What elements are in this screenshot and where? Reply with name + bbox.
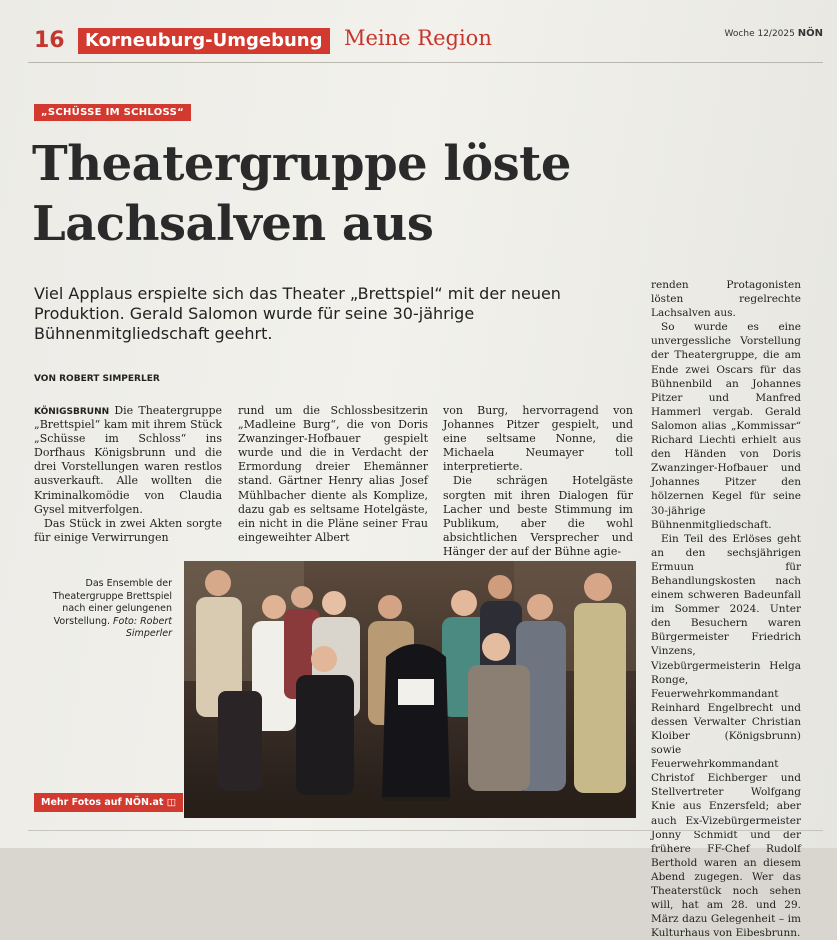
paragraph: So wurde es eine unvergessliche Vorstellung der Theatergruppe, die am Ende zwei Oscars für das Bühnenbild an Johannes Pitzer und Manfred Hammerl vergab. Gerald Salomon alias „Kommissar“ Richard Liechti erhielt aus den Händen von Doris Zwanzinger-Hofbauer und Johannes Pitzer den hölzernen Kegel für seine 30-jährige Bühnenmitgliedschaft. — [651, 321, 801, 531]
header-divider — [28, 62, 823, 63]
section-label: Korneuburg-Umgebung — [78, 28, 330, 54]
paragraph: Ein Teil des Erlöses geht an den sechsjährigen Ermuun für Behandlungskosten nach einem schweren Badeunfall im Sommer 2024. Unter den Besuchern waren Bürgermeister Friedrich Vinzens, Vizebürgermeisterin Helga Ronge, Feuerwehrkommandant Reinhard Engelbrecht und dessen Verwalter Christian Kloiber (Königsbrunn) sowie Feuerwehrkommandant Christof Eichberger und Stellvertreter Wolfgang Knie aus Enzersfeld; aber auch Ex-Vizebürgermeister Jonny Schmidt und der frühere FF-Chef Rudolf Berthold waren an diesem Abend zugegen. Wer das Theaterstück noch sehen will, hat am 28. und 29. März dazu Gelegenheit – im Kulturhaus von Eibesbrunn. — [651, 532, 801, 940]
more-photos-link[interactable] — [34, 793, 183, 812]
caption-text: Das Ensemble der Theatergruppe Brettspiel nach einer gelungenen Vorstellung. — [52, 578, 172, 627]
article-kicker: „SCHÜSSE IM SCHLOSS“ — [34, 104, 191, 121]
article-headline — [32, 134, 642, 254]
ensemble-photo-illustration — [184, 561, 636, 818]
paragraph: von Burg, hervorragend von Johannes Pitzer gespielt, und eine seltsame Nonne, die Michaela Neumayer toll interpretierte. — [443, 404, 633, 474]
dateline: KÖNIGSBRUNN — [34, 407, 110, 417]
paragraph: renden Protagonisten lösten regelrechte Lachsalven aus. — [651, 279, 801, 320]
brand-logo: NÖN — [797, 28, 823, 39]
page-number: 16 — [34, 28, 65, 53]
article-lead: Viel Applaus erspielte sich das Theater „Brettspiel“ mit der neuen Produktion. Gerald Salomon wurde für seine 30-jährige Bühnenmitgliedschaft geehrt. — [34, 284, 561, 343]
paragraph — [34, 404, 222, 517]
article-column-2 — [238, 404, 428, 545]
paragraph: rund um die Schlossbesitzerin „Madleine Burg“, die von Doris Zwanzinger-Hofbauer gespielt wurde und die in Verdacht der Ermordung dreier Ehemänner stand. Gärtner Henry alias Josef Mühlbacher diente als Komplize, dazu gab es seltsame Hotelgäste, ein nicht in die Pläne seiner Frau eingeweihter Albert — [238, 404, 428, 544]
footer-divider — [28, 830, 823, 831]
issue-info — [725, 28, 823, 39]
article-column-3 — [443, 404, 633, 559]
more-photos-label: Mehr Fotos auf NÖN.at — [41, 797, 164, 808]
photo-credit: Foto: Robert Simperler — [113, 615, 172, 639]
page-header — [28, 24, 823, 58]
headline-line-2: Lachsalven aus — [32, 196, 434, 252]
article-column-4 — [651, 278, 801, 940]
paragraph: Die schrägen Hotelgäste sorgten mit ihren Dialogen für Lacher und beste Stimmung im Publikum, aber die wohl absichtlichen Versprecher und Hänger der auf der Bühne agie- — [443, 474, 633, 558]
article-column-1 — [34, 404, 222, 545]
paragraph: Das Stück in zwei Akten sorgte für einige Verwirrungen — [34, 516, 222, 544]
issue-week: Woche 12/2025 — [724, 29, 795, 39]
headline-line-1: Theatergruppe löste — [32, 136, 571, 192]
ensemble-photo — [184, 561, 636, 818]
paragraph-text: Die Theatergruppe „Brettspiel“ kam mit ihrem Stück „Schüsse im Schloss“ ins Dorfhaus Königsbrunn und die drei Vorstellungen waren restlos ausverkauft. Alle wollten die Kriminalkomödie von Claudia Gysel mitverfolgen. — [34, 404, 223, 516]
photo-caption — [34, 578, 172, 641]
camera-icon: ◫ — [166, 797, 176, 808]
article-byline: VON ROBERT SIMPERLER — [34, 374, 160, 384]
region-label: Meine Region — [344, 26, 492, 50]
